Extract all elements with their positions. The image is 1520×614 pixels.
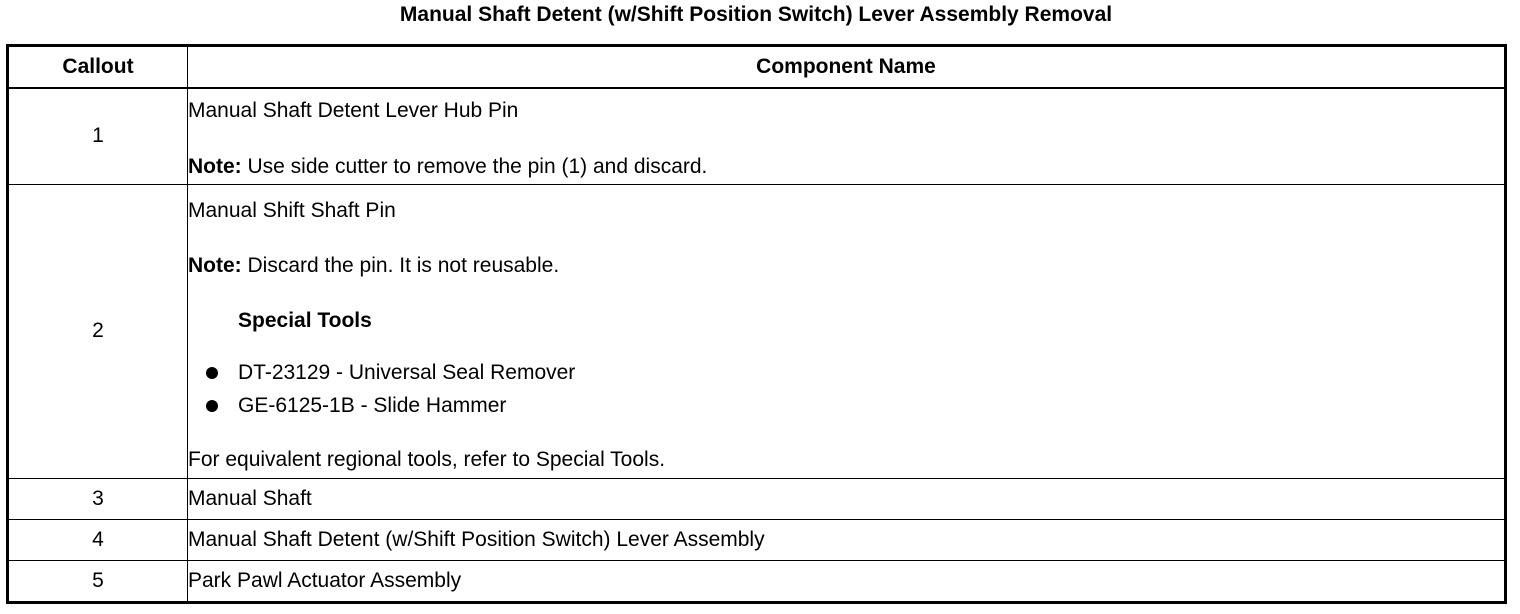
component-name: Manual Shift Shaft Pin — [188, 198, 396, 222]
table-header-row — [8, 46, 1506, 89]
component-name: Manual Shaft — [188, 478, 1506, 519]
tool-label: GE-6125-1B - Slide Hammer — [238, 393, 507, 417]
regional-tools-note: For equivalent regional tools, refer to Special Tools. — [188, 447, 666, 471]
list-item — [188, 389, 1504, 422]
special-tools-heading: Special Tools — [238, 308, 372, 332]
component-name: Manual Shaft Detent Lever Hub Pin — [188, 99, 519, 123]
column-header-component-name: Component Name — [188, 46, 1506, 89]
callout-number: 1 — [8, 88, 188, 184]
note-label: Note: — [188, 155, 242, 179]
component-name: Park Pawl Actuator Assembly — [188, 560, 1506, 602]
callout-number: 2 — [8, 184, 188, 478]
callout-number: 4 — [8, 519, 188, 560]
table-row — [8, 478, 1506, 519]
table-row — [8, 88, 1506, 184]
table-row — [8, 184, 1506, 478]
table-row — [8, 519, 1506, 560]
note-text: Use side cutter to remove the pin (1) and discard. — [241, 155, 708, 179]
callout-number: 5 — [8, 560, 188, 602]
note-label: Note: — [188, 253, 242, 277]
note-text: Discard the pin. It is not reusable. — [241, 253, 560, 277]
list-item — [188, 356, 1504, 389]
component-cell — [188, 184, 1506, 478]
table-row — [8, 560, 1506, 602]
bullet-icon — [206, 367, 218, 379]
tool-label: DT-23129 - Universal Seal Remover — [238, 360, 576, 384]
bullet-icon — [206, 400, 218, 412]
note — [188, 153, 1504, 181]
page-title: Manual Shaft Detent (w/Shift Position Switch) Lever Assembly Removal — [399, 3, 1113, 26]
component-name: Manual Shaft Detent (w/Shift Position Switch) Lever Assembly — [188, 519, 1506, 560]
column-header-callout: Callout — [8, 46, 188, 89]
callout-table — [6, 44, 1507, 604]
special-tools-list — [188, 356, 1504, 422]
note — [188, 252, 1504, 280]
callout-number: 3 — [8, 478, 188, 519]
component-cell — [188, 88, 1506, 184]
